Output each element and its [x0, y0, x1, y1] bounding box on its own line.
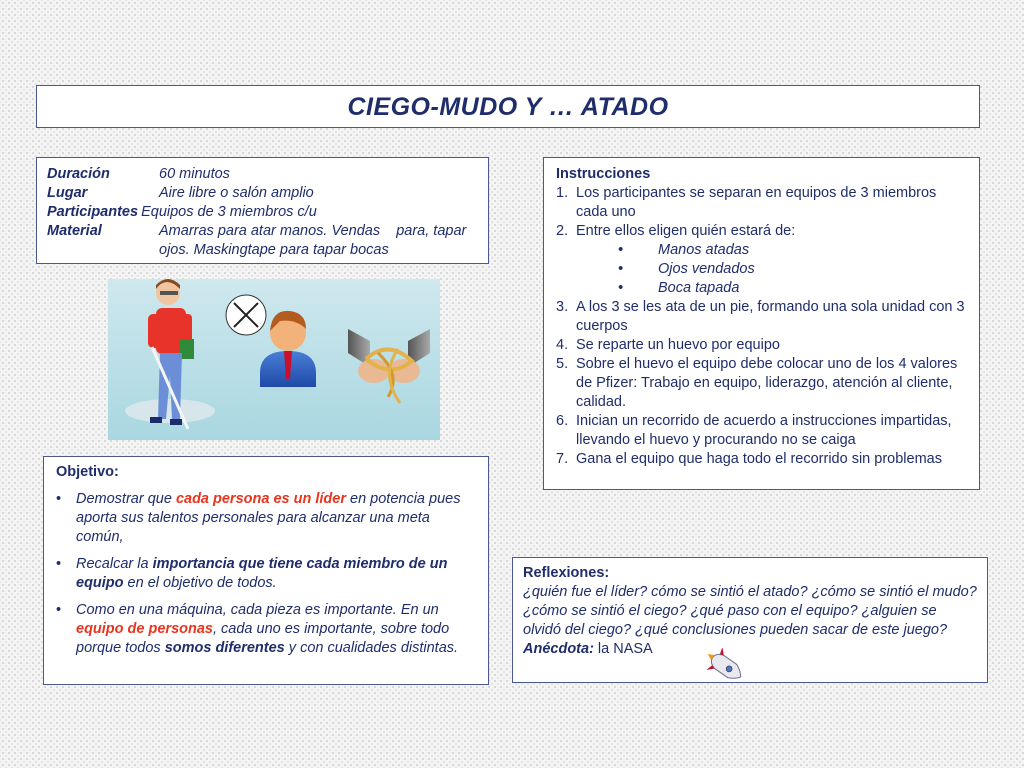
list-item: [56, 601, 478, 658]
info-label: Duración: [47, 166, 110, 182]
sublist-text: Ojos vendados: [658, 261, 755, 277]
objective-heading: Objetivo:: [56, 464, 119, 480]
info-label: Lugar: [47, 185, 88, 201]
info-row-place: [47, 184, 478, 203]
rocket-icon: [704, 648, 746, 684]
sublist-item: [556, 260, 969, 279]
info-row-duration: [47, 165, 478, 184]
bullet-icon: •: [56, 491, 62, 507]
page-title: CIEGO-MUDO Y … ATADO: [347, 93, 669, 121]
text-segment: y con cualidades distintas.: [284, 640, 459, 656]
highlight-text: cada persona es un líder: [175, 491, 346, 507]
text-segment: en potencia pues aporta sus talentos personales para alcanzar una meta común,: [76, 491, 461, 545]
item-number: 4.: [556, 337, 569, 353]
anecdote-value: la NASA: [597, 641, 653, 657]
text-segment: Como en una máquina, cada pieza es importante. En un: [76, 602, 439, 618]
item-number: 3.: [556, 299, 569, 315]
bold-text: somos diferentes: [164, 640, 285, 656]
activity-illustration: [108, 279, 440, 440]
anecdote-label: Anécdota:: [523, 641, 594, 657]
bullet-icon: •: [56, 602, 62, 618]
info-value: 60 minutos: [159, 166, 230, 182]
item-number: 2.: [556, 223, 569, 239]
item-number: 7.: [556, 451, 569, 467]
anecdote-line: [523, 640, 977, 659]
text-segment: Recalcar la: [76, 556, 153, 572]
info-value: Equipos de 3 miembros c/u: [141, 204, 317, 220]
item-text: Se reparte un huevo por equipo: [576, 337, 780, 353]
list-item: [56, 490, 478, 547]
info-row-material: [47, 222, 478, 260]
sublist-text: Manos atadas: [658, 242, 750, 258]
info-label: Material: [47, 223, 102, 239]
title-box: [36, 85, 980, 128]
list-item: [556, 222, 969, 241]
item-text: Gana el equipo que haga todo el recorrido sin problemas: [576, 451, 942, 467]
item-number: 5.: [556, 356, 569, 372]
item-number: 6.: [556, 413, 569, 429]
instructions-heading: Instrucciones: [556, 166, 651, 182]
bullet-icon: •: [56, 556, 62, 572]
text-segment: Demostrar que: [76, 491, 176, 507]
reflections-text: ¿quién fue el líder? cómo se sintió el atado? ¿cómo se sintió el mudo? ¿cómo se sintió el ciego? ¿qué paso con el equipo? ¿alguien se olvidó del ciego? ¿qué conclusiones pueden sacar de este juego?: [523, 584, 977, 638]
text-segment: en el objetivo de todos.: [123, 575, 277, 591]
item-text: Sobre el huevo el equipo debe colocar uno de los 4 valores de Pfizer: Trabajo en equipo, liderazgo, atención al cliente, calidad.: [576, 356, 958, 410]
bullet-text: [76, 601, 478, 658]
objective-box: [43, 456, 489, 685]
list-item: [556, 450, 969, 469]
instructions-list: [556, 184, 969, 469]
info-value: Amarras para atar manos. Vendas para, tapar ojos. Maskingtape para tapar bocas: [159, 223, 471, 258]
sublist-text: Boca tapada: [658, 280, 740, 296]
sublist-container: [556, 241, 969, 298]
list-item: [556, 336, 969, 355]
info-label: Participantes: [47, 204, 139, 220]
sublist-item: [556, 279, 969, 298]
item-text: Entre ellos eligen quién estará de:: [576, 223, 796, 239]
bold-text: importancia que tiene cada miembro de un equipo: [76, 556, 448, 591]
bullet-icon: •: [618, 280, 624, 296]
info-row-participants: [47, 203, 478, 222]
item-text: Los participantes se separan en equipos de 3 miembros cada uno: [576, 185, 937, 220]
bullet-icon: •: [618, 261, 624, 277]
list-item: [56, 555, 478, 593]
reflections-heading: Reflexiones:: [523, 565, 610, 581]
list-item: [556, 355, 969, 412]
bullet-text: [76, 555, 478, 593]
bullet-icon: •: [618, 242, 624, 258]
list-item: [556, 412, 969, 450]
reflections-box: [512, 557, 988, 683]
item-number: 1.: [556, 185, 569, 201]
info-box: [36, 157, 489, 264]
item-text: Inician un recorrido de acuerdo a instrucciones impartidas, llevando el huevo y procurando no se caiga: [576, 413, 952, 448]
text-segment: , cada uno es importante, sobre todo porque todos: [76, 621, 450, 656]
highlight-text: equipo de personas: [76, 621, 213, 637]
objective-list: [56, 490, 478, 658]
sublist-item: [556, 241, 969, 260]
roles-sublist: [556, 241, 969, 298]
instructions-box: [543, 157, 980, 490]
list-item: [556, 298, 969, 336]
item-text: A los 3 se les ata de un pie, formando una sola unidad con 3 cuerpos: [576, 299, 965, 334]
list-item: [556, 184, 969, 222]
bullet-text: [76, 490, 478, 547]
info-value: Aire libre o salón amplio: [159, 185, 314, 201]
